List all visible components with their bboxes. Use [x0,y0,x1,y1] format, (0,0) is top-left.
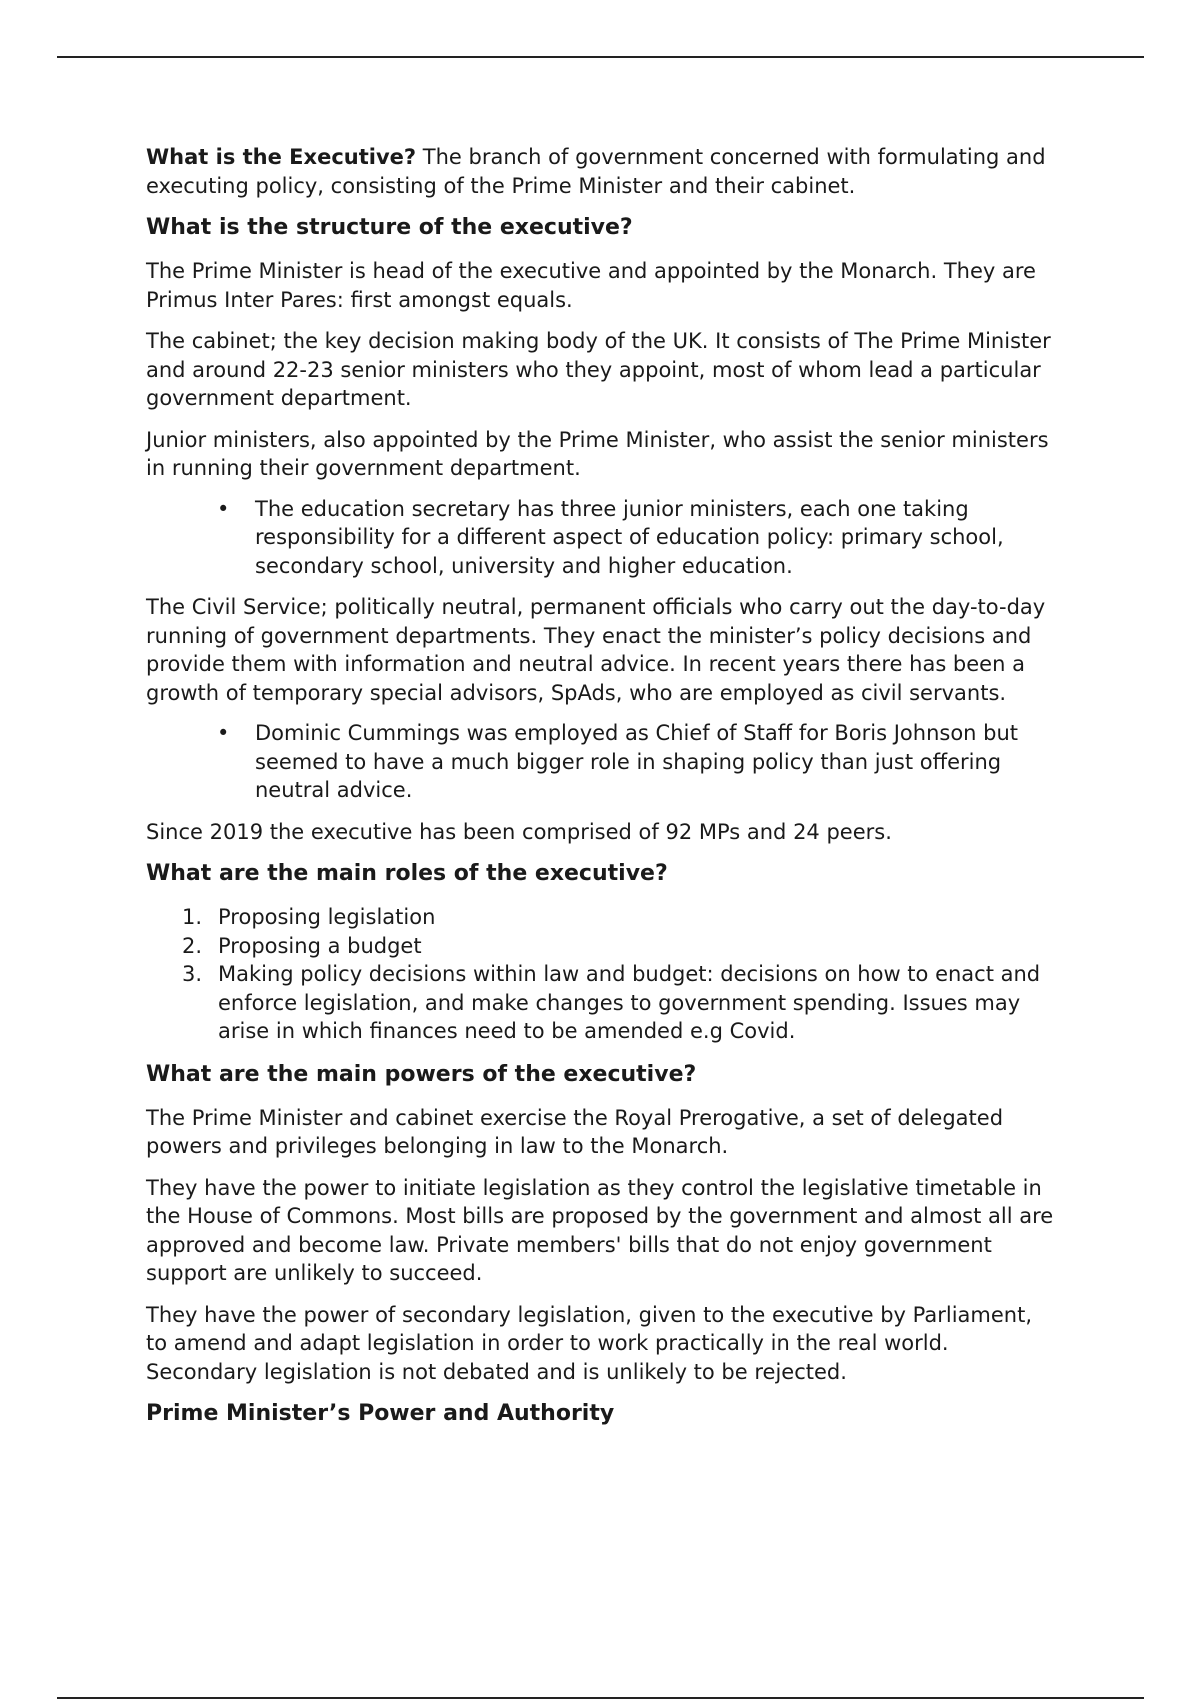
powers-heading: What are the main powers of the executive? [146,1061,697,1087]
powers-paragraph-secondary-legislation: They have the power of secondary legislation, given to the executive by Parliament, to amend and adapt legislation in order to work practically in the real world. Secondary legislation is not debated and is unlikely to be rejected. [146,1302,1033,1384]
intro-term: What is the Executive? [146,145,417,169]
list-item-text: Making policy decisions within law and budget: decisions on how to enact and enforce legislation, and make changes to government spending. Issues may arise in which finances need to be amended e.g Covid. [218,962,1041,1043]
junior-ministers-example-list [146,495,1058,581]
bullet-icon: • [217,721,230,745]
list-number: 3. [182,962,203,986]
structure-paragraph-civil-service: The Civil Service; politically neutral, permanent officials who carry out the day-to-day running of government departments. They enact the minister’s policy decisions and provide them with information and neutral advice. In recent years there has been a growth of temporary special advisors, SpAds, who are employed as civil servants. [146,595,1046,705]
structure-paragraph-cabinet: The cabinet; the key decision making body of the UK. It consists of The Prime Minister and around 22-23 senior ministers who they appoint, most of whom lead a particular government department. [146,329,1051,410]
structure-paragraph-composition: Since 2019 the executive has been comprised of 92 MPs and 24 peers. [146,819,892,844]
powers-paragraph-prerogative: The Prime Minister and cabinet exercise the Royal Prerogative, a set of delegated powers and privileges belonging in law to the Monarch. [146,1105,1004,1158]
pm-power-heading: Prime Minister’s Power and Authority [146,1401,615,1426]
structure-paragraph-pm: The Prime Minister is head of the executive and appointed by the Monarch. They are Primus Inter Pares: first amongst equals. [146,259,1036,312]
list-item-text: Proposing legislation [218,905,436,929]
list-item [146,719,1058,805]
list-item-text: Dominic Cummings was employed as Chief of Staff for Boris Johnson but seemed to have a much bigger role in shaping policy than just offering neutral advice. [255,721,1019,802]
list-item [146,932,1058,961]
document-body [146,143,1058,1443]
bullet-icon: • [217,496,230,521]
list-item [146,903,1058,932]
list-item-text: Proposing a budget [218,933,422,958]
list-number: 1. [182,905,203,929]
structure-paragraph-junior-ministers: Junior ministers, also appointed by the Prime Minister, who assist the senior ministers in running their government department. [146,427,1049,480]
list-item [146,495,1058,581]
list-item [146,960,1058,1046]
powers-paragraph-legislation: They have the power to initiate legislation as they control the legislative timetable in the House of Commons. Most bills are proposed by the government and almost all are approved and become law. Private members' bills that do not enjoy government support are unlikely to succeed. [146,1175,1054,1285]
roles-heading: What are the main roles of the executive? [146,861,668,886]
structure-heading: What is the structure of the executive? [146,215,633,240]
footer-rule [57,1697,1144,1699]
list-item-text: The education secretary has three junior ministers, each one taking responsibility for a different aspect of education policy: primary school, secondary school, university and higher education. [255,496,1004,578]
list-number: 2. [182,933,203,958]
intro-paragraph [146,143,1058,200]
spads-example-list [146,719,1058,805]
intro-definition: The branch of government concerned with formulating and executing policy, consisting of the Prime Minister and their cabinet. [146,145,1046,198]
header-rule [57,56,1144,58]
roles-list [146,903,1058,1046]
